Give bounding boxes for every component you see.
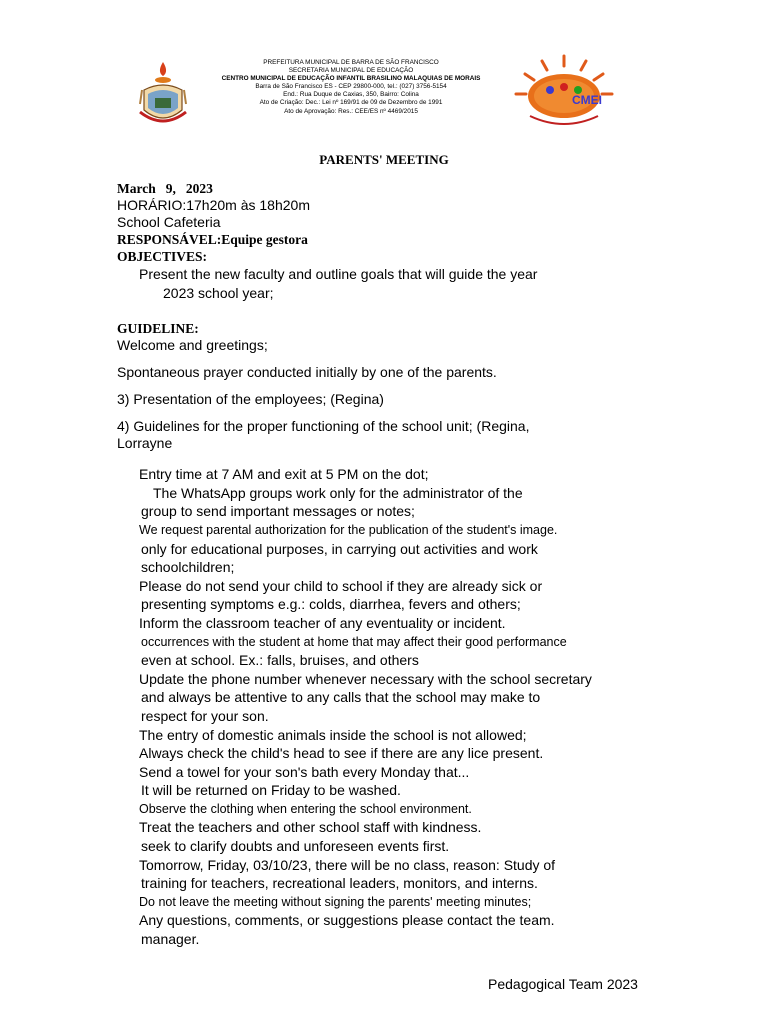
list-item-text: Send a towel for your son's bath every Monday that... (139, 763, 470, 780)
cmei-logo-text: CMEI (572, 93, 602, 107)
guideline-item: Spontaneous prayer conducted initially by one of the parents. (117, 364, 497, 381)
list-item-continued: group to send important messages or notes; (141, 503, 415, 520)
document-body (117, 180, 662, 949)
list-item-text: The entry of domestic animals inside the school is not allowed; (139, 726, 527, 743)
list-item-text: We request parental authorization for the publication of the student's image. (139, 522, 558, 537)
list-item-continued: schoolchildren; (141, 559, 235, 576)
list-item-continued: only for educational purposes, in carrying out activities and work (141, 540, 538, 557)
list-item (95, 893, 662, 912)
objective-item (95, 265, 662, 284)
document-title: PARENTS' MEETING (319, 152, 449, 167)
letterhead-line: End.: Rua Duque de Caxias, 350, Bairro: Colina (283, 91, 419, 99)
list-item-continued: manager. (141, 931, 200, 948)
letterhead (0, 0, 768, 140)
list-item-text: Inform the classroom teacher of any eventuality or incident. (139, 614, 506, 631)
list-item-continued: It will be returned on Friday to be washed. (141, 782, 401, 799)
meeting-time: HORÁRIO:17h20m às 18h20m (117, 197, 310, 213)
bullet-icon (95, 577, 139, 596)
list-item-text: Observe the clothing when entering the school environment. (139, 801, 472, 816)
list-item-text: Any questions, comments, or suggestions please contact the team. (139, 912, 555, 929)
bullet-icon (95, 521, 139, 540)
letterhead-line: SECRETARIA MUNICIPAL DE EDUCAÇÃO (288, 67, 414, 75)
bullet-icon (95, 484, 139, 503)
municipal-crest-logo (138, 60, 188, 128)
guideline-item: 4) Guidelines for the proper functioning of the school unit; (Regina, (117, 418, 530, 435)
list-item (95, 726, 662, 745)
list-item (95, 856, 662, 875)
letterhead-text (196, 59, 506, 116)
guideline-item: Welcome and greetings; (117, 337, 268, 354)
bullet-icon (95, 670, 139, 689)
bullet-icon (95, 893, 139, 912)
letterhead-line: PREFEITURA MUNICIPAL DE BARRA DE SÃO FRANCISCO (263, 59, 439, 66)
date-year: 2023 (185, 181, 213, 196)
list-item-text: Present the new faculty and outline goals that will guide the year (139, 266, 538, 282)
bullet-icon (95, 911, 139, 930)
list-item-continued: respect for your son. (141, 707, 269, 724)
list-item (95, 484, 662, 503)
date-day: 9, (165, 181, 176, 196)
list-item (95, 521, 662, 540)
list-item-text: Do not leave the meeting without signing the parents' meeting minutes; (139, 894, 532, 909)
list-item (95, 800, 662, 819)
guideline-heading: GUIDELINE: (117, 321, 199, 337)
list-item (95, 465, 662, 484)
objective-item-continued: 2023 school year; (163, 284, 274, 301)
list-item-text: Always check the child's head to see if there are any lice present. (139, 745, 544, 762)
list-item (95, 818, 662, 837)
meeting-date (117, 180, 662, 197)
letterhead-line: Ato de Aprovação: Res.: CEE/ES nº 4469/2015 (284, 107, 418, 115)
meeting-location: School Cafeteria (117, 214, 221, 230)
list-item-continued: seek to clarify doubts and unforeseen events first. (141, 838, 450, 855)
letterhead-line: Barra de São Francisco ES - CEP 29800-000, tel.: (027) 3756-5154 (255, 83, 447, 91)
list-item (95, 614, 662, 633)
rules-list (95, 465, 662, 948)
bullet-icon (95, 265, 139, 284)
list-item (95, 744, 662, 763)
cmei-logo (512, 52, 616, 132)
list-item-text: Tomorrow, Friday, 03/10/23, there will be no class, reason: Study of (139, 856, 556, 873)
guideline-item: 3) Presentation of the employees; (Regina) (117, 391, 384, 408)
list-item (95, 911, 662, 930)
bullet-icon (95, 614, 139, 633)
footer-signature: Pedagogical Team 2023 (488, 976, 638, 992)
list-item-text: Entry time at 7 AM and exit at 5 PM on the dot; (139, 466, 429, 483)
list-item (95, 763, 662, 782)
bullet-icon (95, 818, 139, 837)
list-item-continued: training for teachers, recreational leaders, monitors, and interns. (141, 875, 538, 892)
list-item (95, 577, 662, 596)
list-item-text: Update the phone number whenever necessary with the school secretary (139, 670, 592, 687)
list-item-text: Please do not send your child to school if they are already sick or (139, 577, 543, 594)
letterhead-line: CENTRO MUNICIPAL DE EDUCAÇÃO INFANTIL BRASILINO MALAQUIAS DE MORAIS (221, 75, 481, 83)
list-item-continued: presenting symptoms e.g.: colds, diarrhea, fevers and others; (141, 596, 521, 613)
objectives-heading: OBJECTIVES: (117, 249, 208, 264)
list-item-continued: and always be attentive to any calls that the school may make to (141, 689, 541, 706)
list-item (95, 670, 662, 689)
list-item-text: The WhatsApp groups work only for the administrator of the (153, 484, 523, 501)
responsible: RESPONSÁVEL:Equipe gestora (117, 232, 308, 247)
bullet-icon (95, 856, 139, 875)
list-item-continued: even at school. Ex.: falls, bruises, and others (141, 652, 419, 669)
bullet-icon (95, 726, 139, 745)
bullet-icon (95, 800, 139, 819)
list-item-continued: occurrences with the student at home that may affect their good performance (141, 634, 567, 649)
bullet-icon (95, 763, 139, 782)
bullet-icon (95, 744, 139, 763)
letterhead-line: Ato de Criação: Dec.: Lei nº 169/91 de 09 de Dezembro de 1991 (259, 99, 443, 107)
date-month: March (117, 181, 156, 196)
list-item-text: Treat the teachers and other school staff with kindness. (139, 819, 482, 836)
guideline-item-continued: Lorrayne (117, 435, 173, 452)
bullet-icon (95, 465, 139, 484)
